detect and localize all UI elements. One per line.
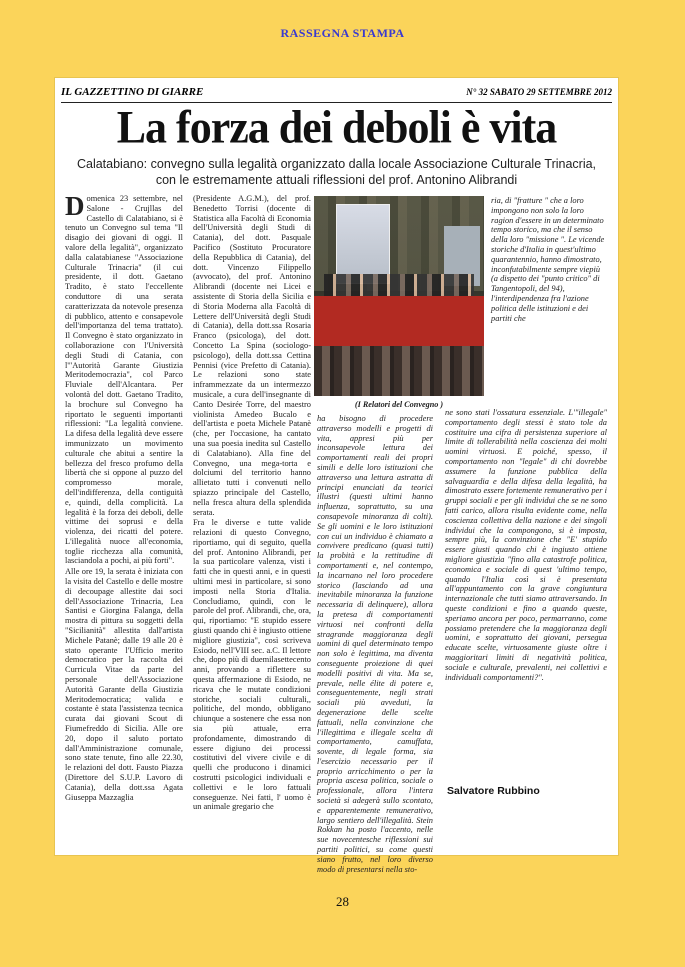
article-column-2 [193, 194, 311, 812]
page-number: 28 [336, 894, 349, 909]
article-column-4-bottom [445, 408, 607, 803]
article-column-4-top [491, 196, 607, 404]
article-subhead: Calatabiano: convegno sulla legalità organizzato dalla locale Associazione Culturale Trinacria, con le estremamente attuali riflessioni del prof. Antonino Alibrandi [76, 157, 597, 187]
column-1-paragraph-2: Alle ore 19, la serata è iniziata con la visita del Castello e delle mostre di decoupage allestite dai soci dell'Associazione Trinacria, Lea Santisi e Giorgina Falanga, della mostra di pittura su soggetti della "Sicilianità" allestita dall'artista Michele Patanè; dalle 19 alle 20 è stato operante l'Ufficio merito democratico per la raccolta dei Curricula Vitae da parte del personale dell'Associazione Autorità Garante della Giustizia Meritodemocratica; valida e costante è stata l'assistenza tecnica curata dai giovani Scout di Fiumefreddo di Sicilia. Alle ore 20, dopo il saluto portato dall'Amministrazione comunale, sono state tenute, fino alle 22.30, le relazioni del dott. Fausto Piazza (Direttore del S.U.P. Lavoro di Catania), della dott.ssa Agata Giuseppa Mazzaglia [65, 567, 183, 802]
masthead [61, 84, 612, 103]
drop-cap: D [65, 191, 85, 221]
press-clipping [55, 78, 618, 874]
column-1-lead: omenica 23 settembre, nel Salone - Crujllas del Castello di Calatabiano, si è tenuto un Convegno sul tema "Il disagio dei giovani di oggi. Il valore della legalità", organizzato dalla calatabianese "Associazione Culturale Trinacria" (il cui presidente, il dott. Gaetano Tradito, è stato l'eccellente conduttore di una serata caratterizzata da notevole presenza di pubblico, attento e consapevole dell'importanza del tema trattato). Il Convegno è stato organizzato in collaborazione con l'Università degli Studi di Catania, con l'"Autorità Garante Giustizia Meritodemocrazia", col Parco Fluviale dell'Alcantara. Per volontà del dott. Gaetano Tradito, la brochure sul Convegno ha riportato le seguenti importanti riflessioni: "La legalità conviene. La difesa della legalità deve essere immunizzato un movimento culturale che abitui a sentire la bellezza del fresco profumo della libertà che si oppone al puzzo del compromesso morale, dell'indifferenza, della contiguità e, quindi, della complicità. La legalità è la forza dei deboli, delle vittime dei soprusi e della violenza, dei ricatti del potere. L'illegalità nuoce all'economia, toglie ricchezza alla comunità, lasciandola a pochi, ai più forti". [65, 194, 183, 566]
article-column-1 [65, 191, 183, 802]
newspaper-name: IL GAZZETTINO DI GIARRE [61, 86, 204, 98]
author-signature: Salvatore Rubbino [447, 785, 540, 797]
column-3-text: ha bisogno di procedere attraverso modelli e progetti di vita, appresi più per inconsapevole lettura dei comportamenti reali dei propri simili e delle loro istituzioni che attraverso una lettura astratta di principi enunciati da teorici illustri (questi ultimi hanno influenza, soprattutto, su una consapevole minoranza di colti). Se gli uomini e le loro istituzioni con cui un individuo è chiamato a convivere predicano (quasi tutti) la probità e la rettitudine di comportamenti e, nel contempo, la incarnano nel loro procedere storico (lasciando ad una inevitabile minoranza la funzione necessaria di delinquere), allora la pretesa di comportamenti virtuosi nei confronti della stragrande maggioranza degli uomini di quel determinato tempo non solo è legittima, ma diventa conseguente proiezione di quei modelli positivi di vita. Ma se, prevale, nelle élite di potere e, conseguentemente, negli strati sociali più avveduti, la degenerazione delle scelte fattuali, nella convinzione che l'illegittima e illegale scelta di comportamento, camuffata, sovente, di legale forma, sia l'esercizio necessario per il proprio arricchimento o per la propria ascesa politica, sociale o professionale, allora l'intera società si adegerà sullo scontato, e apparentemente remunerativo, largo sentiero dell'illegalità. Stein Rokkan ha posto l'accento, nelle sue novecentesche riflessioni sui partiti politici, su come questi siano frutto, nel loro diverso modo di presentarsi nella sto- [317, 414, 433, 874]
photo-caption: (I Relatori del Convegno ) [354, 400, 444, 409]
issue-date: N° 32 SABATO 29 SETTEMBRE 2012 [466, 87, 612, 97]
column-2-paragraph-1: (Presidente A.G.M.), del prof. Benedetto Torrisi (docente di Statistica alla Facoltà di Economia dell'Università degli Studi di Catania), del dott. Pasquale Pacifico (Sostituto Procuratore della Repubblica di Catania), del dott. Vincenzo Filippello (avvocato), del prof. Antonino Alibrandi (docente nei Licei e assistente di Storia della Sicilia e di Storia Moderna alla Facoltà di Lettere dell'Università degli Studi di Catania), della dott.ssa Rosaria Franco (psicologa), del dott. Concetto La Spina (sociologo-psicologo), della dott.ssa Cettina Pennisi (vice Prefetto di Catania). Le relazioni sono state inframmezzate da un intermezzo musicale, a cura dell'insegnante di Canto Desirée Torre, del maestro violinista Amedeo Bucalo e dell'artista e poeta Michele Patanè (che, per l'occasione, ha cantato una sua poesia inedita sul Castello di Calatabiano). Alla fine del Convegno, una mega-torta e dolciumi del territorio hanno allietato tutti i convenuti nello spiazzo principale del Castello, nella fresca altura della splendida serata. [193, 194, 311, 517]
column-2-paragraph-2: Fra le diverse e tutte valide relazioni di questo Convegno, riportiamo, qui di seguito, quella del prof. Antonino Alibrandi, per la sua particolare valenza, visti i fatti che in questi anni, e in questi ultimi mesi in particolare, si sono imposti nella Storia d'Italia. Concludiamo, quindi, con le parole del prof. Alibrandi, che, ora, qui, riportiamo: "E stupido essere giusti quando chi è ingiusto ottiene migliore giustizia", così scriveva Esiodo, nell'VIII sec. a.C. Il lettore che, dopo più di duemilasettecento anni, provando a riflettere su questa affermazione di Esiodo, ne ricava che le mutate condizioni storiche, sociali culturali,, politiche, del mondo, obbligano chiunque a sostenere che essa non sia più attuale, erra profondamente, dimostrando di essere digiuno dei processi costitutivi del vivere civile e di quelli che producono i dinamici costrutti psicologici individuali e collettivi e le loro fattuali conseguenze. Nei fatti, l' uomo è un animale gregario che [193, 518, 311, 812]
section-header: RASSEGNA STAMPA [280, 26, 405, 40]
article-column-3 [317, 414, 433, 874]
column-4-bottom-text: ne sono stati l'ossatura essenziale. L'"illegale" comportamento degli stessi è stato tole da costituire una cifra di persistenza superiore al limite di tollerabilità nella coscienza dei molti uomini virtuosi. E poiché, spesso, il comportamento non "legale" di chi dovrebbe assumere la funzione pubblica della salvaguardia e della difesa della legalità, ha dimostrato essere fortemente remunerativo per i gruppi sociali e per gli individui che se ne sono fatti carico, allora risulta evidente come, nella coscienza collettiva della nazione e dei singoli individui che la compongono, si è imposta, sempre più, la convinzione che "E' stupido essere giusti quando chi è ingiusto ottiene migliore giustizia "fino alla catastrofe politica, economica e sociale di quest 'ultimo tempo, quando l'Italia così si è presentata all'appuntamento con la grave congiuntura internazionale che tutti siamo attraversando. In queste condizioni e fino a quando queste, speriamo ancora per poco, permarranno, come possiamo pretendere che la maggioranza degli uomini, e soprattutto dei giovani, persegua educate scelte, virtuosamente giuste oltre i maggioritari limiti di negatività politica, sociale e culturale, prevalenti, nei collettivi e individuali comportamenti?". [445, 408, 607, 682]
conference-photo [314, 196, 484, 396]
article-headline: La forza dei deboli è vita [116, 101, 557, 154]
column-4-top-text: ria, di "fratture " che a loro impongono non solo la loro ragion d'essere in un determinato tempo storico, ma che il senso della loro "missione ". Le vicende storiche d'Italia in quest'ultimo quarantennio, hanno dimostrato, inconfutabilmente sempre viepiù (a dispetto dei "punto critico" di Tangentopoli, del 94), l'interdipendenza fra l'azione politica delle istituzioni e dei partiti che [491, 196, 605, 323]
